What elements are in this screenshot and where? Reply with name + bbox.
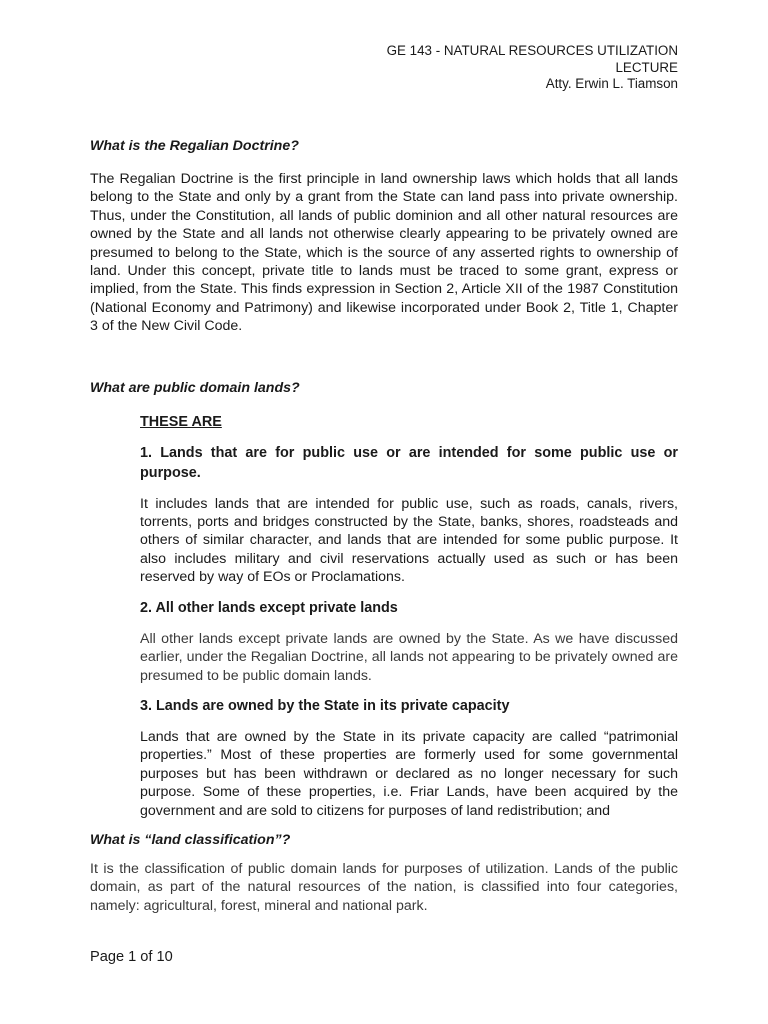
answer-land-classification: It is the classification of public domain lands for purposes of utilization. Lands of the public domain, as part of the natural resources of the nation, is classified into four categories, namely: agricultural, forest, mineral and national park. bbox=[90, 860, 678, 914]
list-item-body: It includes lands that are intended for public use, such as roads, canals, rivers, torrents, ports and bridges constructed by the State, banks, shores, roadsteads and others of similar character, and lands that are intended for some public purpose. It also includes military and civil reservations actually used as such or has been reserved by way of EOs or Proclamations. bbox=[140, 495, 678, 586]
these-are-heading: THESE ARE bbox=[140, 413, 222, 430]
page-number: Page 1 of 10 bbox=[90, 949, 173, 965]
author-name: Atty. Erwin L. Tiamson bbox=[545, 76, 678, 91]
question-public-domain-lands: What are public domain lands? bbox=[90, 379, 300, 396]
question-regalian-doctrine: What is the Regalian Doctrine? bbox=[90, 138, 299, 154]
list-item-title: 3. Lands are owned by the State in its private capacity bbox=[140, 697, 510, 714]
document-body bbox=[90, 138, 678, 915]
list-item-title: 1. Lands that are for public use or are intended for some public use or purpose. bbox=[140, 444, 678, 481]
answer-regalian-doctrine: The Regalian Doctrine is the first principle in land ownership laws which holds that all lands belong to the State and only by a grant from the State can land pass into private ownership. Thus, under the Constitution, all lands of public dominion and all other natural resources are owned by the State and all lands not otherwise clearly appearing to be privately owned are presumed to belong to the State, which is the source of any asserted rights to ownership of land. Under this concept, private title to lands must be traced to some grant, express or implied, from the State. This finds expression in Section 2, Article XII of the 1987 Constitution (National Economy and Patrimony) and likewise incorporated under Book 2, Title 1, Chapter 3 of the New Civil Code. bbox=[90, 171, 678, 335]
document-header bbox=[387, 43, 678, 93]
course-title: GE 143 - NATURAL RESOURCES UTILIZATION bbox=[386, 43, 678, 58]
list-item-body: All other lands except private lands are owned by the State. As we have discussed earlier, under the Regalian Doctrine, all lands not appearing to be privately owned are presumed to be public domain lands. bbox=[140, 630, 678, 684]
question-land-classification: What is “land classification”? bbox=[90, 831, 291, 848]
document-type: LECTURE bbox=[615, 59, 678, 75]
list-item-body: Lands that are owned by the State in its private capacity are called “patrimonial properties.” Most of these properties are formerly used for some governmental purposes but has been withdrawn or declared as no longer necessary for such purpose. Some of these properties, i.e. Friar Lands, have been acquired by the government and are sold to citizens for purposes of land redistribution; and bbox=[140, 728, 678, 819]
public-domain-list bbox=[140, 414, 678, 820]
list-item-title: 2. All other lands except private lands bbox=[140, 599, 398, 616]
